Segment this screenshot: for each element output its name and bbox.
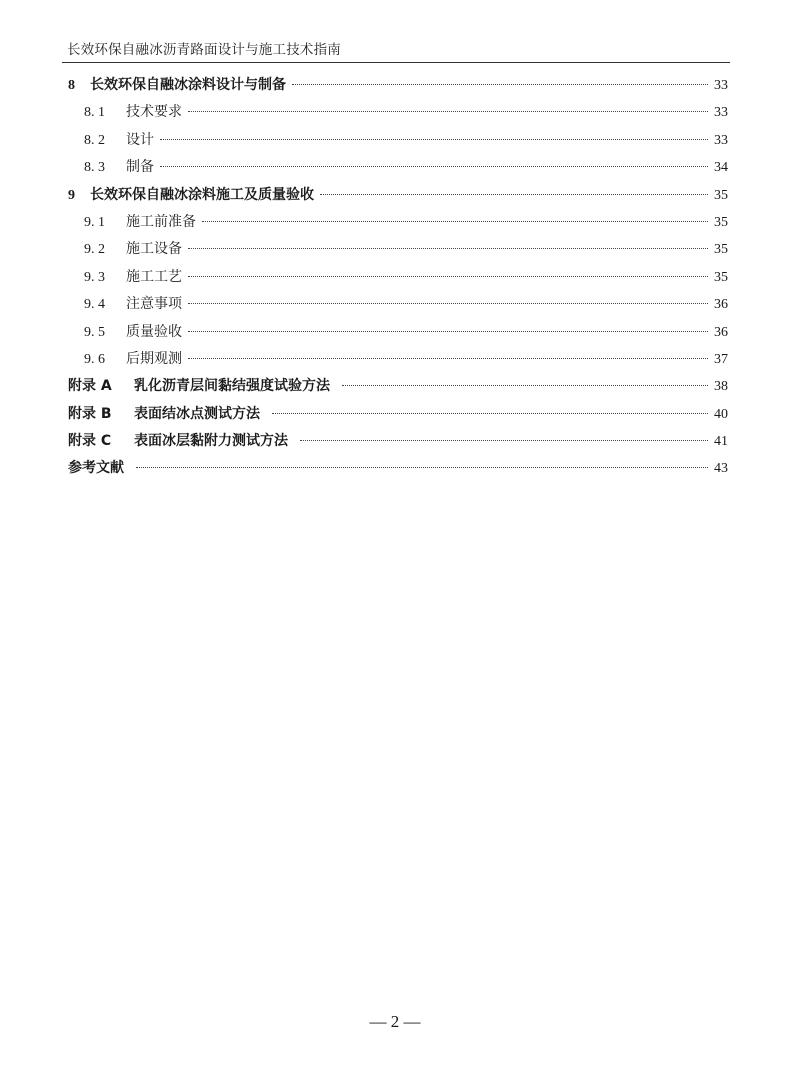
toc-entry-number: 9. 4 xyxy=(84,297,105,313)
toc-entry-8-2[interactable] xyxy=(68,129,728,156)
dot-leader xyxy=(342,385,708,386)
toc-entry-number: 8 xyxy=(68,78,75,93)
toc-entry-title: 施工设备 xyxy=(126,241,182,258)
toc-entry-number: 附录 A xyxy=(68,378,112,395)
dot-leader xyxy=(320,194,708,195)
dot-leader xyxy=(188,248,708,249)
toc-entry-title: 参考文献 xyxy=(68,460,124,477)
toc-entry-9-1[interactable] xyxy=(68,211,728,238)
dot-leader xyxy=(160,139,708,140)
toc-entry-9-4[interactable] xyxy=(68,293,728,320)
toc-entry-references[interactable] xyxy=(68,457,728,484)
dot-leader xyxy=(292,84,708,85)
toc-entry-page: 33 xyxy=(714,105,728,121)
toc-entry-number: 附录 C xyxy=(68,433,112,450)
toc-entry-page: 35 xyxy=(714,242,728,258)
running-header: 长效环保自融冰沥青路面设计与施工技术指南 xyxy=(67,42,341,58)
toc-entry-title: 长效环保自融冰涂料设计与制备 xyxy=(90,77,286,93)
dot-leader xyxy=(160,166,708,167)
toc-entry-title: 表面冰层黏附力测试方法 xyxy=(134,433,288,450)
page-number: — 2 — xyxy=(369,1012,421,1031)
toc-entry-number: 8. 2 xyxy=(84,132,105,148)
header-divider xyxy=(62,62,730,63)
toc-entry-number: 9 xyxy=(68,187,75,203)
toc-entry-title: 注意事项 xyxy=(126,296,182,313)
toc-entry-8-3[interactable] xyxy=(68,156,728,183)
toc-entry-9-2[interactable] xyxy=(68,238,728,265)
toc-entry-title: 长效环保自融冰涂料施工及质量验收 xyxy=(90,186,314,203)
toc-entry-page: 36 xyxy=(714,297,728,313)
toc-entry-number: 9. 3 xyxy=(84,269,105,285)
toc-entry-number: 8. 1 xyxy=(84,105,105,121)
toc-entry-page: 43 xyxy=(714,461,728,477)
toc-entry-page: 33 xyxy=(714,78,728,93)
toc-entry-8-1[interactable] xyxy=(68,101,728,128)
toc-entry-number: 9. 5 xyxy=(84,324,105,340)
dot-leader xyxy=(202,221,708,222)
toc-entry-page: 40 xyxy=(714,406,728,422)
toc-entry-page: 33 xyxy=(714,132,728,148)
dot-leader xyxy=(188,358,708,359)
toc-entry-page: 34 xyxy=(714,160,728,176)
toc-entry-9-6[interactable] xyxy=(68,348,728,375)
toc-entry-number: 9. 2 xyxy=(84,242,105,258)
dot-leader xyxy=(136,467,708,468)
dot-leader xyxy=(188,303,708,304)
toc-entry-appendix-a[interactable] xyxy=(68,375,728,402)
dot-leader xyxy=(272,413,708,414)
toc-entry-page: 36 xyxy=(714,324,728,340)
toc-entry-title: 质量验收 xyxy=(126,323,182,340)
toc-entry-page: 38 xyxy=(714,379,728,395)
toc-entry-page: 35 xyxy=(714,269,728,285)
toc-entry-number: 8. 3 xyxy=(84,160,105,176)
toc-entry-title: 技术要求 xyxy=(126,104,182,121)
toc-entry-page: 37 xyxy=(714,351,728,367)
toc-entry-appendix-c[interactable] xyxy=(68,430,728,457)
table-of-contents xyxy=(68,74,728,485)
toc-entry-title: 设计 xyxy=(126,131,154,148)
toc-entry-title: 施工前准备 xyxy=(126,213,196,230)
toc-entry-number: 附录 B xyxy=(68,405,112,422)
toc-entry-page: 35 xyxy=(714,214,728,230)
toc-entry-9[interactable] xyxy=(68,184,728,211)
dot-leader xyxy=(300,440,708,441)
toc-entry-page: 41 xyxy=(714,434,728,450)
toc-entry-8[interactable] xyxy=(68,74,728,101)
dot-leader xyxy=(188,276,708,277)
toc-entry-title: 施工工艺 xyxy=(126,268,182,285)
toc-entry-title: 制备 xyxy=(126,159,154,176)
toc-entry-number: 9. 6 xyxy=(84,351,105,367)
dot-leader xyxy=(188,331,708,332)
toc-entry-appendix-b[interactable] xyxy=(68,403,728,430)
toc-entry-9-5[interactable] xyxy=(68,321,728,348)
toc-entry-9-3[interactable] xyxy=(68,266,728,293)
toc-entry-page: 35 xyxy=(714,187,728,203)
dot-leader xyxy=(188,111,708,112)
toc-entry-number: 9. 1 xyxy=(84,214,105,230)
toc-entry-title: 后期观测 xyxy=(126,350,182,367)
toc-entry-title: 乳化沥青层间黏结强度试验方法 xyxy=(134,378,330,395)
toc-entry-title: 表面结冰点测试方法 xyxy=(134,405,260,422)
